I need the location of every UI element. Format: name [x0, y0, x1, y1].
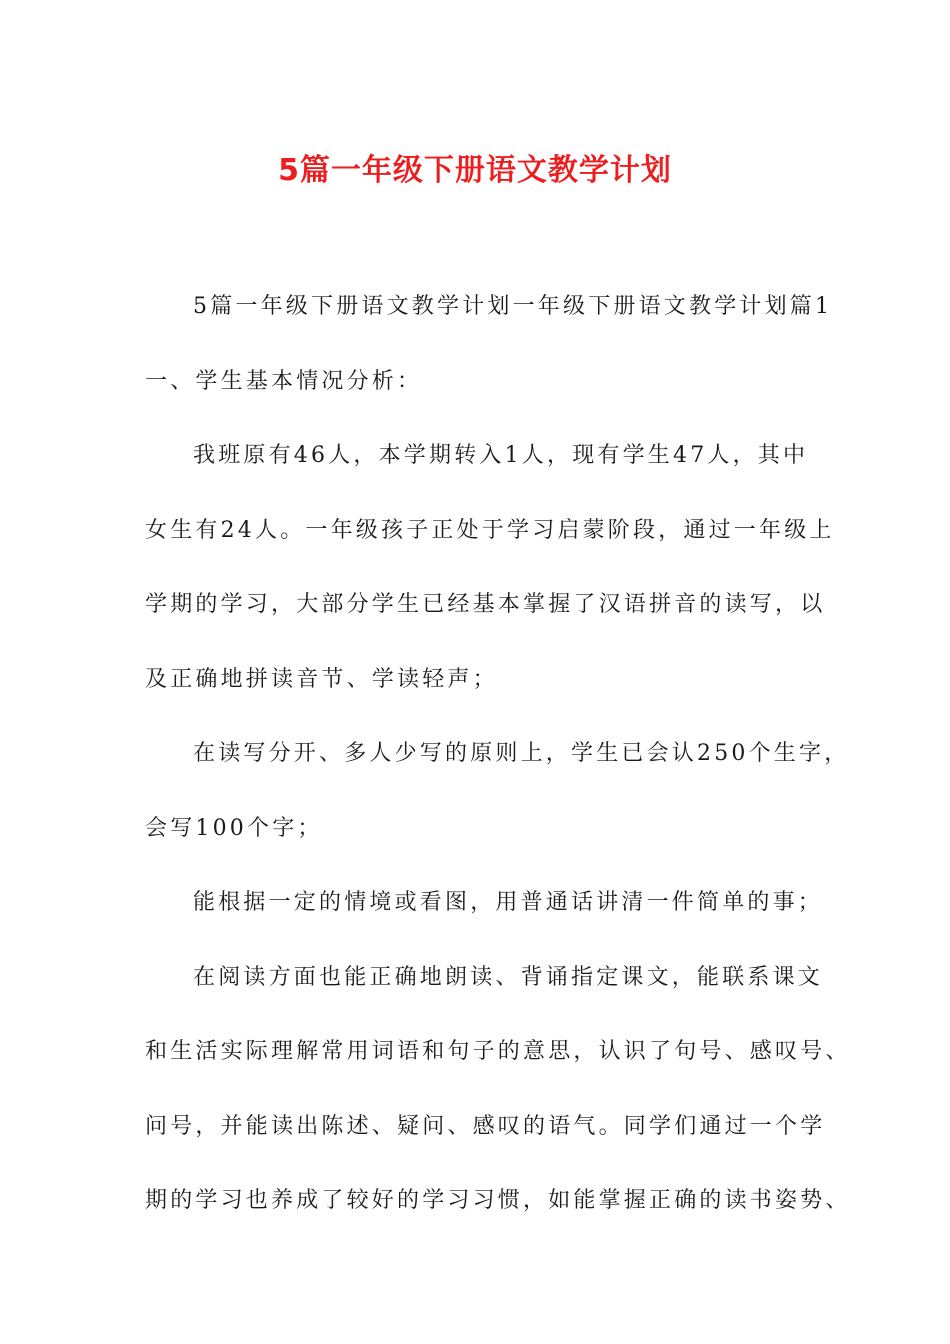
paragraph-line: 5篇一年级下册语文教学计划一年级下册语文教学计划篇1 [193, 294, 833, 319]
paragraph-line: 和生活实际理解常用词语和句子的意思，认识了句号、感叹号、 [145, 1039, 851, 1064]
paragraph-line: 在阅读方面也能正确地朗读、背诵指定课文，能联系课文 [193, 964, 824, 990]
document-body [145, 287, 851, 1256]
paragraph-line: 女生有24人。一年级孩子正处于学习启蒙阶段，通过一年级上 [145, 517, 835, 543]
paragraph-line: 问号，并能读出陈述、疑问、感叹的语气。同学们通过一个学 [145, 1113, 826, 1139]
section-heading: 一、学生基本情况分析： [145, 368, 423, 394]
paragraph-line: 能根据一定的情境或看图，用普通话讲清一件简单的事； [193, 890, 824, 915]
document-title: 5篇一年级下册语文教学计划 [278, 153, 672, 188]
paragraph-line: 期的学习也养成了较好的学习习惯，如能掌握正确的读书姿势、 [145, 1188, 851, 1213]
paragraph-line: 会写100个字； [145, 815, 323, 841]
paragraph-line: 及正确地拼读音节、学读轻声； [145, 666, 498, 692]
paragraph-line: 学期的学习，大部分学生已经基本掌握了汉语拼音的读写，以 [145, 592, 826, 617]
paragraph-line: 在读写分开、多人少写的原则上，学生已会认250个生字， [193, 741, 850, 766]
paragraph-line: 我班原有46人，本学期转入1人，现有学生47人，其中 [193, 443, 809, 468]
